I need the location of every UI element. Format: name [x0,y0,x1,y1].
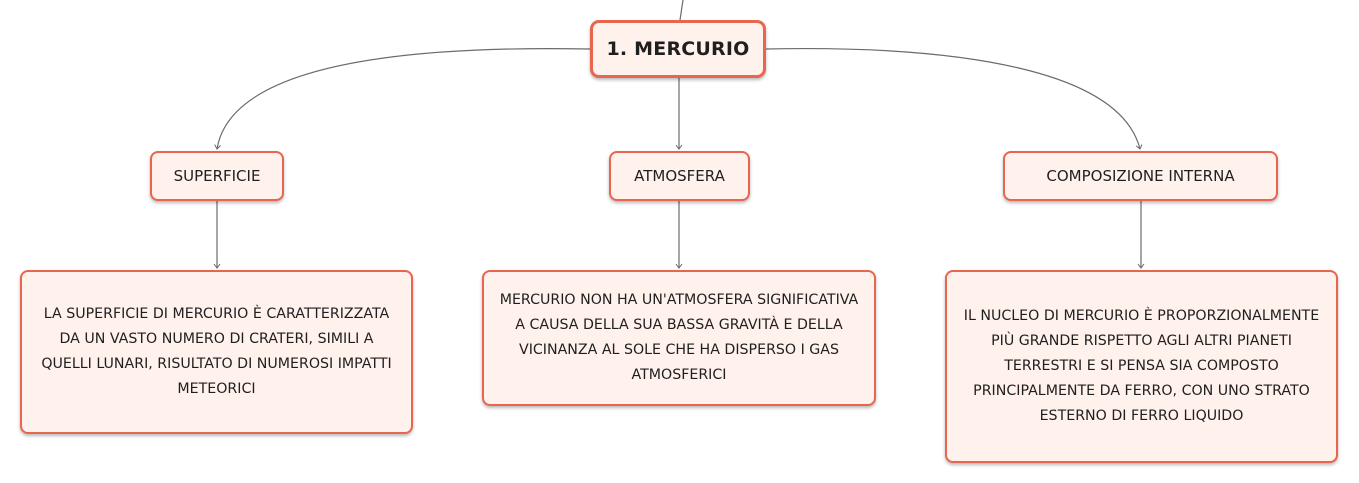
connector-root-composizione [766,49,1140,149]
detail-node-text: MERCURIO NON HA UN'ATMOSFERA SIGNIFICATIVA A CAUSA DELLA SUA BASSA GRAVITÀ E DELLA VICINANZA AL SOLE CHE HA DISPERSO I GAS ATMOSFERICI [499,292,859,383]
detail-node-text: IL NUCLEO DI MERCURIO È PROPORZIONALMENTE PIÙ GRANDE RISPETTO AGLI ALTRI PIANETI TERRESTRI E SI PENSA SIA COMPOSTO PRINCIPALMENTE DA FERRO, CON UNO STRATO ESTERNO DI FERRO LIQUIDO [963,308,1320,424]
topic-node-atmosfera[interactable] [609,151,750,201]
topic-node-superficie[interactable] [150,151,284,201]
detail-node-superficie[interactable] [20,270,413,434]
detail-node-composizione-interna[interactable] [945,270,1338,463]
detail-node-atmosfera[interactable] [482,270,876,406]
detail-node-text: LA SUPERFICIE DI MERCURIO È CARATTERIZZATA DA UN VASTO NUMERO DI CRATERI, SIMILI A QUELLI LUNARI, RISULTATO DI NUMEROSI IMPATTI METEORICI [41,306,392,397]
root-node-mercurio[interactable] [590,20,766,78]
incoming-connector [680,0,683,20]
topic-node-label: ATMOSFERA [634,167,725,185]
root-node-label: 1. MERCURIO [606,38,750,60]
topic-node-composizione-interna[interactable] [1003,151,1278,201]
connector-root-superficie [217,49,590,149]
topic-node-label: COMPOSIZIONE INTERNA [1046,167,1235,185]
topic-node-label: SUPERFICIE [173,167,261,185]
